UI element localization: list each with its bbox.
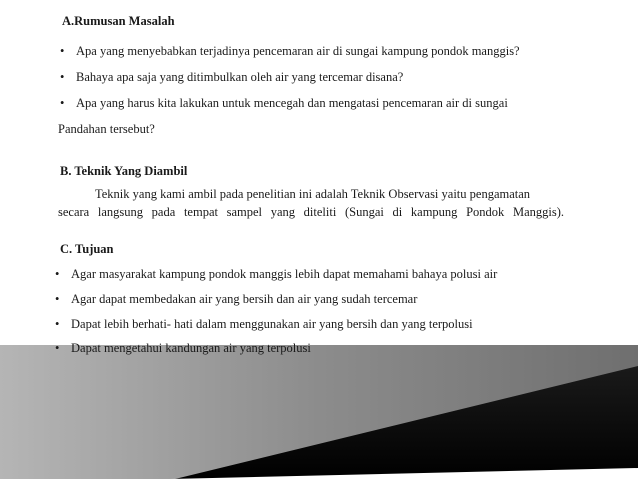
bullet: •	[55, 341, 60, 355]
list-item	[55, 340, 311, 356]
list-item-text: Dapat mengetahui kandungan air yang terpolusi	[71, 341, 311, 355]
section-b-heading: B. Teknik Yang Diambil	[60, 164, 188, 178]
bullet: •	[60, 96, 65, 110]
bullet: •	[60, 44, 65, 58]
list-item	[60, 43, 520, 59]
section-c-heading: C. Tujuan	[60, 242, 114, 256]
list-item-text: Apa yang harus kita lakukan untuk mencegah dan mengatasi pencemaran air di sungai	[76, 96, 508, 110]
list-item-text: Agar dapat membedakan air yang bersih dan air yang sudah tercemar	[71, 292, 418, 306]
list-item	[55, 291, 417, 307]
list-item-text: Agar masyarakat kampung pondok manggis lebih dapat memahami bahaya polusi air	[71, 267, 498, 281]
bullet: •	[55, 317, 60, 331]
list-item-text: Dapat lebih berhati- hati dalam menggunakan air yang bersih dan yang terpolusi	[71, 317, 473, 331]
list-item-text: Apa yang menyebabkan terjadinya pencemaran air di sungai kampung pondok manggis?	[76, 44, 520, 58]
section-a-heading: A.Rumusan Masalah	[62, 14, 175, 28]
list-item	[55, 266, 497, 282]
list-item	[60, 69, 403, 85]
list-item-text: Bahaya apa saja yang ditimbulkan oleh air yang tercemar disana?	[76, 70, 404, 84]
list-item-continuation: Pandahan tersebut?	[58, 122, 155, 136]
list-item	[55, 316, 473, 332]
paragraph-line: secara langsung pada tempat sampel yang diteliti (Sungai di kampung Pondok Manggis).	[58, 205, 564, 219]
list-item	[60, 95, 508, 111]
bullet: •	[55, 292, 60, 306]
paragraph-line: Teknik yang kami ambil pada penelitian ini adalah Teknik Observasi yaitu pengamatan	[95, 187, 531, 201]
bullet: •	[55, 267, 60, 281]
bullet: •	[60, 70, 65, 84]
